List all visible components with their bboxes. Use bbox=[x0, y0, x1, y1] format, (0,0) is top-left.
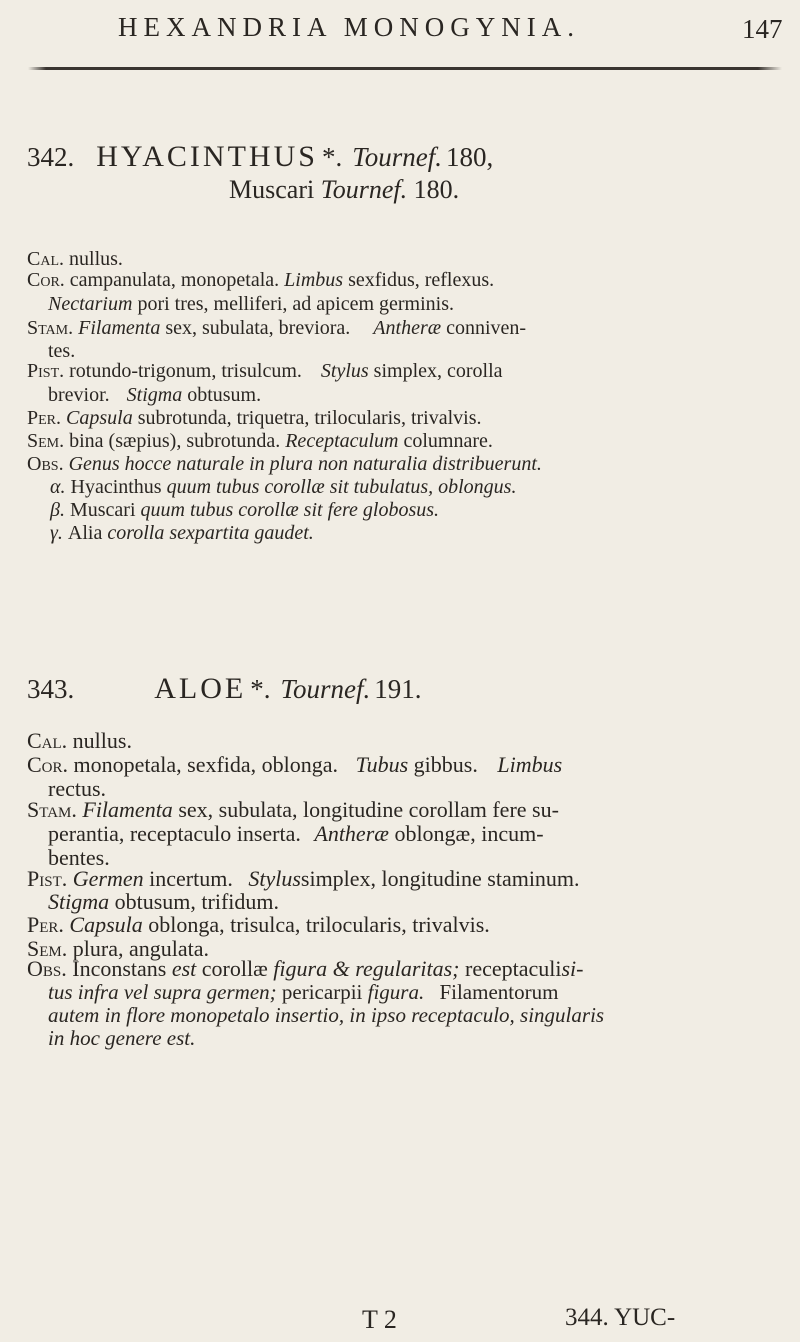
alpha-symbol: α. bbox=[50, 476, 66, 498]
stam-text: conniven- bbox=[446, 317, 527, 339]
obs-text: Filamentorum bbox=[439, 980, 559, 1004]
stam-term: Filamenta bbox=[82, 797, 173, 822]
obs-text: tus infra vel supra germen; bbox=[48, 980, 277, 1004]
per-line bbox=[27, 912, 490, 938]
obs-text: figura. bbox=[367, 980, 425, 1004]
cor-label: Cor. bbox=[27, 752, 69, 777]
pist-line bbox=[27, 360, 503, 383]
cal-line bbox=[27, 728, 132, 754]
alpha-line bbox=[50, 476, 516, 499]
synonym-author: Tournef. bbox=[320, 175, 408, 204]
sem-text: columnare. bbox=[403, 430, 493, 452]
pist-term: Stylus bbox=[248, 866, 301, 891]
sem-term: Receptaculum bbox=[285, 430, 399, 452]
per-label: Per. bbox=[27, 912, 64, 937]
cor-continuation bbox=[48, 293, 454, 316]
genus-ref-page: 191. bbox=[374, 674, 422, 704]
cal-line bbox=[27, 248, 123, 271]
pist-text: obtusum. bbox=[187, 384, 262, 406]
pist-term: Stigma bbox=[48, 889, 110, 914]
obs-label: Obs. bbox=[27, 453, 64, 475]
sem-text: bina (sæpius), subrotunda. bbox=[69, 430, 281, 452]
obs-text: in hoc genere est. bbox=[48, 1026, 196, 1050]
signature-mark: T 2 bbox=[362, 1305, 397, 1334]
genus-synonym bbox=[229, 175, 459, 205]
stam-line bbox=[27, 317, 526, 340]
cal-text: nullus. bbox=[69, 248, 123, 270]
cor-line bbox=[27, 752, 562, 778]
beta-text: Muscari bbox=[69, 499, 136, 521]
pist-label: Pist. bbox=[27, 360, 65, 382]
cor-line bbox=[27, 269, 494, 292]
catchword: 344. YUC- bbox=[565, 1304, 676, 1331]
cor-term: Tubus bbox=[355, 752, 409, 777]
per-term: Capsula bbox=[66, 407, 133, 429]
obs-text: est bbox=[171, 956, 197, 981]
beta-desc: quum tubus corollæ sit fere globosus. bbox=[140, 499, 440, 521]
cal-label: Cal. bbox=[27, 728, 68, 753]
gamma-desc: corolla sexpartita gaudet. bbox=[107, 522, 314, 544]
obs-text: Genus hocce naturale in plura non naturalia distribuerunt. bbox=[68, 453, 542, 475]
pist-text: incertum. bbox=[149, 866, 233, 891]
stam-text: oblongæ, incum- bbox=[394, 821, 544, 846]
per-text: subrotunda, triquetra, trilocularis, trivalvis. bbox=[137, 407, 482, 429]
obs-label: Obs. bbox=[27, 956, 67, 981]
stam-term: Antheræ bbox=[373, 317, 442, 339]
header-rule bbox=[28, 67, 782, 70]
synonym-name: Muscari bbox=[229, 175, 315, 204]
stam-continuation: bentes. bbox=[48, 845, 110, 870]
genus-ref-author: Tournef. bbox=[352, 142, 442, 172]
cor-label: Cor. bbox=[27, 269, 65, 291]
page-number: 147 bbox=[742, 14, 783, 44]
stam-text: sex, subulata, longitudine corollam fere su- bbox=[178, 797, 559, 822]
obs-line bbox=[27, 956, 584, 982]
pist-text: obtusum, trifidum. bbox=[114, 889, 280, 914]
stam-line bbox=[27, 797, 559, 823]
cor-continuation: rectus. bbox=[48, 776, 107, 801]
genus-heading bbox=[27, 140, 493, 174]
cor-text: sexfidus, reflexus. bbox=[348, 269, 495, 291]
pist-label: Pist. bbox=[27, 866, 68, 891]
cor-text: monopetala, sexfida, oblonga. bbox=[73, 752, 339, 777]
sem-label: Sem. bbox=[27, 430, 65, 452]
genus-star: *. bbox=[321, 142, 343, 172]
beta-line bbox=[50, 499, 439, 522]
stam-term: Filamenta bbox=[78, 317, 161, 339]
pist-term: Germen bbox=[72, 866, 144, 891]
genus-ref-page: 180, bbox=[445, 142, 494, 172]
gamma-symbol: γ. bbox=[50, 522, 63, 544]
stam-text: perantia, receptaculo inserta. bbox=[48, 821, 301, 846]
obs-line bbox=[27, 453, 542, 476]
per-line bbox=[27, 407, 482, 430]
genus-ref-author: Tournef. bbox=[280, 674, 371, 704]
cor-term: Limbus bbox=[497, 752, 563, 777]
pist-text: rotundo-trigonum, trisulcum. bbox=[69, 360, 302, 382]
cor-text: campanulata, monopetala. bbox=[69, 269, 280, 291]
cal-text: nullus. bbox=[72, 728, 132, 753]
gamma-text: Alia bbox=[67, 522, 103, 544]
genus-name: ALOE bbox=[154, 672, 247, 705]
stam-term: Antheræ bbox=[314, 821, 389, 846]
cor-text: pori tres, melliferi, ad apicem germinis. bbox=[137, 293, 454, 315]
obs-text: corollæ bbox=[201, 956, 268, 981]
stam-continuation bbox=[48, 821, 544, 847]
alpha-text: Hyacinthus bbox=[70, 476, 162, 498]
genus-star: *. bbox=[250, 674, 271, 704]
pist-continuation bbox=[48, 384, 261, 407]
per-term: Capsula bbox=[69, 912, 143, 937]
obs-text: receptaculi bbox=[465, 956, 562, 981]
genus-number: 343. bbox=[27, 674, 75, 704]
obs-continuation bbox=[48, 1026, 195, 1051]
obs-text: Inconstans bbox=[72, 956, 167, 981]
cal-label: Cal. bbox=[27, 248, 65, 270]
alpha-desc: quum tubus corollæ sit tubulatus, oblongus. bbox=[166, 476, 517, 498]
sem-line bbox=[27, 430, 493, 453]
per-text: oblonga, trisulca, trilocularis, trivalvis. bbox=[148, 912, 490, 937]
genus-heading bbox=[27, 672, 422, 706]
pist-text: simplex, corolla bbox=[373, 360, 503, 382]
pist-text: brevior. bbox=[48, 384, 110, 406]
synonym-page: 180. bbox=[413, 175, 460, 204]
cor-text: gibbus. bbox=[413, 752, 478, 777]
obs-text: pericarpii bbox=[281, 980, 363, 1004]
pist-term: Stigma bbox=[126, 384, 183, 406]
running-header: HEXANDRIA MONOGYNIA. bbox=[118, 12, 580, 42]
genus-number: 342. bbox=[27, 142, 75, 172]
gamma-line bbox=[50, 522, 314, 545]
obs-text: autem in flore monopetalo insertio, in ipso receptaculo, singularis bbox=[48, 1003, 605, 1027]
stam-label: Stam. bbox=[27, 317, 74, 339]
obs-text: si- bbox=[561, 956, 584, 981]
genus-name: HYACINTHUS bbox=[96, 140, 318, 173]
beta-symbol: β. bbox=[50, 499, 65, 521]
sem-text: plura, angulata. bbox=[72, 936, 209, 961]
stam-continuation: tes. bbox=[48, 340, 76, 362]
sem-label: Sem. bbox=[27, 936, 68, 961]
pist-text: simplex, longitudine staminum. bbox=[300, 866, 580, 891]
cor-term: Limbus bbox=[284, 269, 344, 291]
obs-continuation bbox=[48, 1003, 604, 1028]
pist-term: Stylus bbox=[320, 360, 369, 382]
obs-text: figura & regularitas; bbox=[273, 956, 460, 981]
obs-continuation bbox=[48, 980, 558, 1005]
cor-term: Nectarium bbox=[48, 293, 133, 315]
per-label: Per. bbox=[27, 407, 62, 429]
stam-label: Stam. bbox=[27, 797, 77, 822]
stam-text: sex, subulata, breviora. bbox=[165, 317, 351, 339]
